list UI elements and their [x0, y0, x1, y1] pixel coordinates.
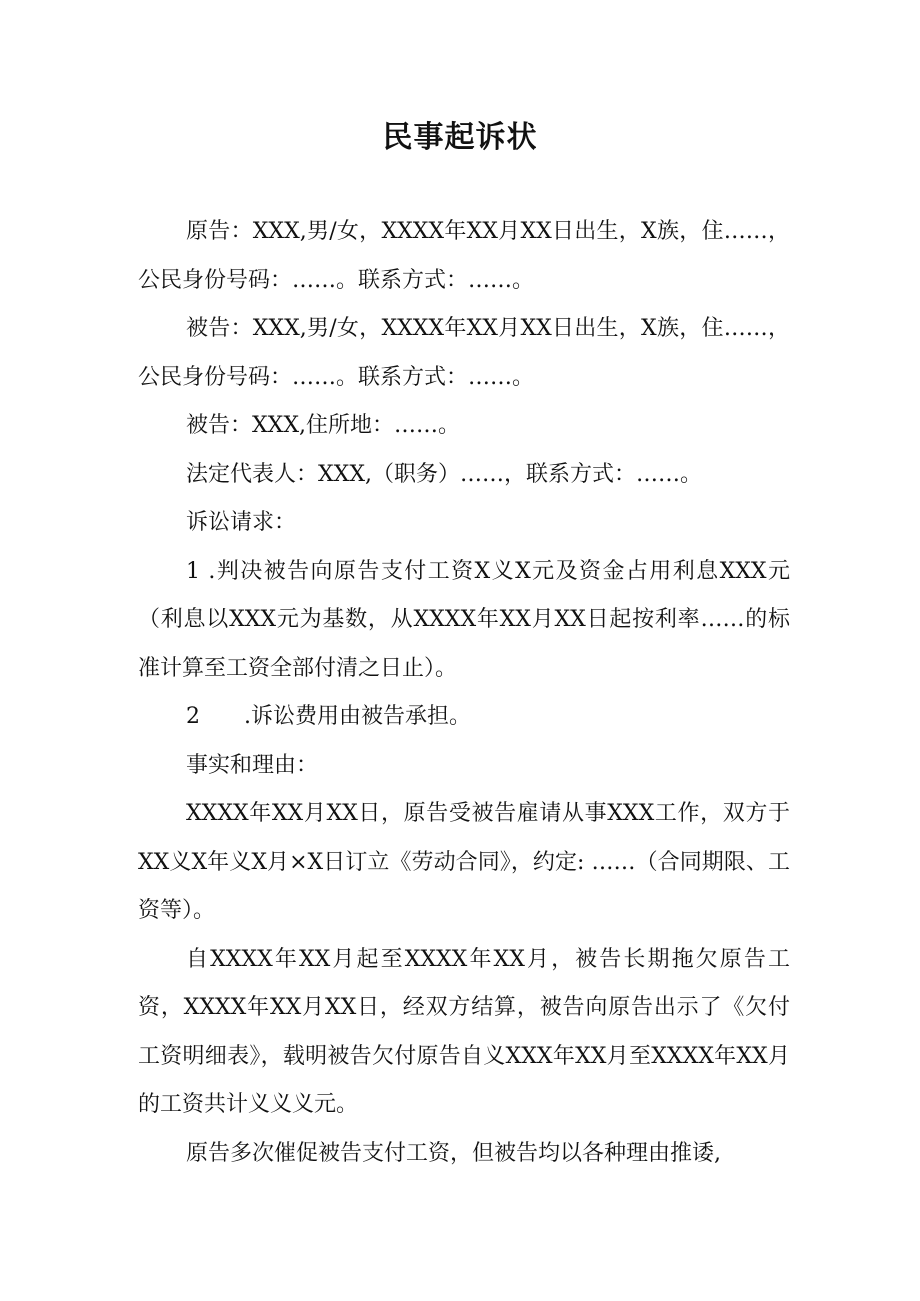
claim-item-1: 1 .判决被告向原告支付工资X义X元及资金占用利息XXX元（利息以XXX元为基数，从XXXX年XX月XX日起按利率……的标准计算至工资全部付清之日止）。	[138, 558, 790, 681]
claim-item-2: 2 .诉讼费用由被告承担。	[186, 704, 471, 729]
legal-representative-paragraph: 法定代表人：XXX,（职务）……，联系方式：……。	[186, 461, 702, 487]
facts-heading: 事实和理由：	[186, 752, 319, 778]
claims-heading: 诉讼请求：	[186, 510, 297, 535]
document-body	[138, 208, 790, 1178]
defendant-paragraph-1: 被告：XXX,男/女，XXXX年XX月XX日出生，X族，住……，公民身份号码：……。联系方式：……。	[138, 316, 790, 390]
facts-paragraph-3: 原告多次催促被告支付工资，但被告均以各种理由推诿,	[186, 1140, 721, 1166]
facts-paragraph-2: 自XXXX年XX月起至XXXX年XX月，被告长期拖欠原告工资，XXXX年XX月XX日，经双方结算，被告向原告出示了《欠付工资明细表》，载明被告欠付原告自义XXX年XX月至XXXX年XX月的工资共计义义义元。	[138, 946, 790, 1117]
facts-paragraph-1: XXXX年XX月XX日，原告受被告雇请从事XXX工作，双方于XX义X年义X月×X日订立《劳动合同》，约定: ……（合同期限、工资等）。	[138, 801, 790, 923]
document-title: 民事起诉状	[382, 120, 538, 155]
defendant-paragraph-2: 被告：XXX,住所地：……。	[186, 413, 460, 438]
plaintiff-paragraph: 原告：XXX,男/女，XXXX年XX月XX日出生，X族，住……，公民身份号码：……。联系方式：……。	[138, 219, 790, 293]
